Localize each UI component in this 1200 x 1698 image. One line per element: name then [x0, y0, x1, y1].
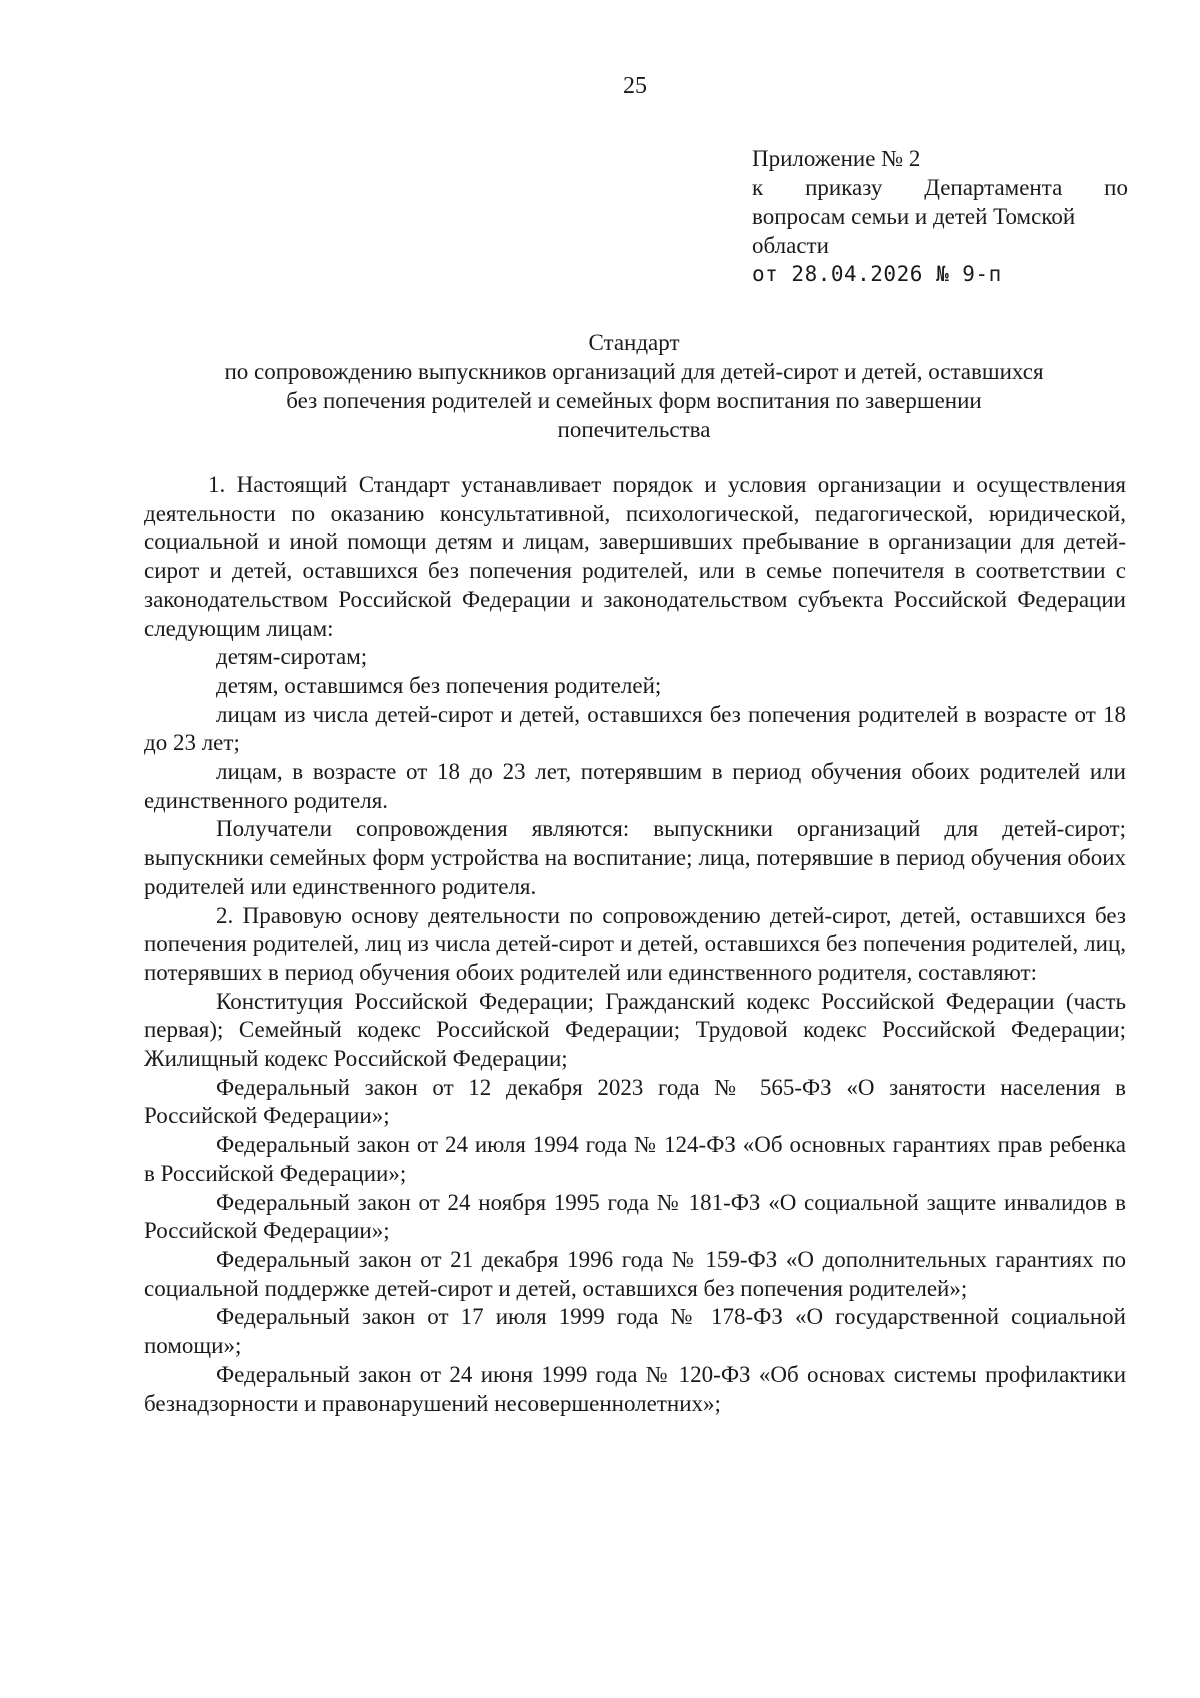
- title-line-3: попечительства: [557, 417, 711, 442]
- document-title: [144, 328, 1124, 444]
- paragraph-law: Федеральный закон от 24 июля 1994 года № 124-ФЗ «Об основных гарантиях прав ребенка в Российской Федерации»;: [144, 1132, 1126, 1186]
- paragraph-law: Федеральный закон от 17 июля 1999 года № 178-ФЗ «О государственной социальной помощи»;: [144, 1304, 1126, 1359]
- paragraph-recipients: Получатели сопровождения являются: выпускники организаций для детей-сирот; выпускники семейных форм устройства на воспитание; лица, потерявшие в период обучения обоих родителей или единственного родителя.: [144, 816, 1126, 899]
- paragraph-law: Федеральный закон от 12 декабря 2023 года № 565-ФЗ «О занятости населения в Российской Федерации»;: [144, 1074, 1126, 1129]
- appendix-line-1: Приложение № 2: [752, 146, 921, 171]
- paragraph-law: Федеральный закон от 24 ноября 1995 года № 181-ФЗ «О социальной защите инвалидов в Российской Федерации»;: [144, 1189, 1126, 1244]
- paragraph-law: Федеральный закон от 24 июня 1999 года № 120-ФЗ «Об основах системы профилактики безнадзорности и правонарушений несовершеннолетних»;: [144, 1361, 1126, 1416]
- appendix-order-date: от 28.04.2026 № 9-п: [752, 262, 1002, 286]
- appendix-line-4: области: [752, 233, 829, 258]
- appendix-line-2: к приказу Департамента по: [752, 175, 1128, 200]
- paragraph-codes: Конституция Российской Федерации; Гражданский кодекс Российской Федерации (часть первая); Семейный кодекс Российской Федерации; Трудовой кодекс Российской Федерации; Жилищный кодекс Российской Федерации;: [144, 988, 1126, 1072]
- appendix-line-3: вопросам семьи и детей Томской: [752, 204, 1076, 229]
- paragraph-law: Федеральный закон от 21 декабря 1996 года № 159-ФЗ «О дополнительных гарантиях по социальной поддержке детей-сирот и детей, оставшихся без попечения родителей»;: [144, 1246, 1126, 1301]
- paragraph-list-item: лицам из числа детей-сирот и детей, оставшихся без попечения родителей в возрасте от 18 до 23 лет;: [144, 701, 1126, 756]
- page-number: 25: [623, 73, 647, 99]
- paragraph-list-item: детям, оставшимся без попечения родителей;: [216, 672, 662, 698]
- document-body: [144, 471, 1126, 1418]
- title-line-1: по сопровождению выпускников организаций для детей-сирот и детей, оставшихся: [224, 359, 1044, 384]
- title-line-2: без попечения родителей и семейных форм воспитания по завершении: [286, 388, 982, 413]
- paragraph-list-item: лицам, в возрасте от 18 до 23 лет, потерявшим в период обучения обоих родителей или единственного родителя.: [144, 759, 1126, 813]
- paragraph-item-1: 1. Настоящий Стандарт устанавливает порядок и условия организации и осуществления деятельности по оказанию консультативной, психологической, педагогической, юридической, социальной и иной помощи детям и лицам, завершивших пребывание в организации для детей-сирот и детей, оставшихся без попечения родителей, или в семье попечителя в соответствии с законодательством Российской Федерации и законодательством субъекта Российской Федерации следующим лицам:: [144, 472, 1126, 641]
- paragraph-list-item: детям-сиротам;: [216, 644, 368, 670]
- appendix-header: [752, 144, 1128, 289]
- title-heading: Стандарт: [588, 330, 680, 355]
- paragraph-item-2: 2. Правовую основу деятельности по сопровождению детей-сирот, детей, оставшихся без попечения родителей, лиц из числа детей-сирот и детей, оставшихся без попечения родителей, лиц, потерявших в период обучения обоих родителей или единственного родителя, составляют:: [144, 902, 1126, 985]
